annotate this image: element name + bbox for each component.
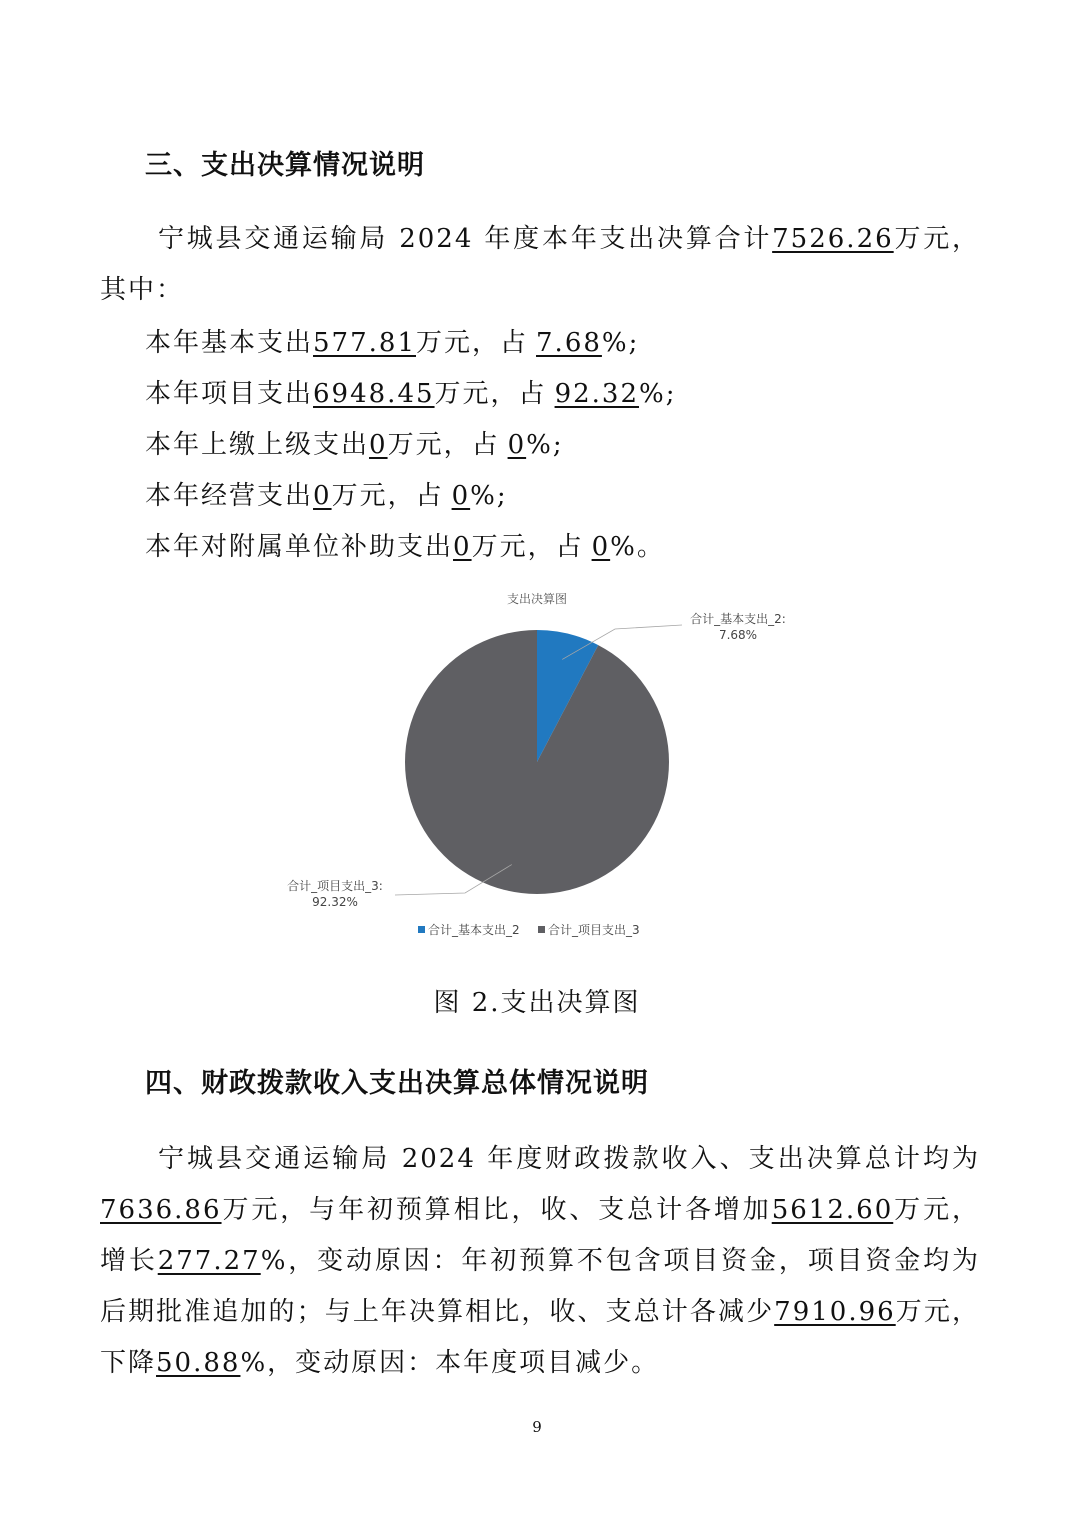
total-expenditure-value: 7526.26 bbox=[772, 224, 894, 254]
section-3-heading: 三、支出决算情况说明 bbox=[145, 150, 425, 181]
decline-value: 50.88 bbox=[156, 1348, 241, 1378]
data-label-2-name: 合计_项目支出_3: bbox=[287, 879, 383, 893]
growth-value: 277.27 bbox=[157, 1246, 261, 1276]
data-label-1-value: 7.68% bbox=[718, 628, 758, 642]
item-basic-expenditure: 本年基本支出577.81万元，占 7.68%; bbox=[145, 328, 640, 358]
pie-slice-2 bbox=[405, 630, 669, 894]
data-label-2-value: 92.32% bbox=[312, 895, 358, 909]
page-number: 9 bbox=[532, 1418, 542, 1436]
legend-entry-2: 合计_项目支出_3 bbox=[548, 923, 640, 937]
legend-marker-1 bbox=[418, 926, 425, 933]
item-project-expenditure: 本年项目支出6948.45万元，占 92.32%; bbox=[145, 379, 677, 409]
section-4-heading: 四、财政拨款收入支出决算总体情况说明 bbox=[145, 1068, 649, 1099]
section-4-paragraph: 宁城县交通运输局 2024 年度财政拨款收入、支出决算总计均为7636.86万元，与年初预算相比，收、支总计各增加5612.60万元，增长277.27%，变动原因：年初预算不包含项目资金，项目资金均为后期批准追加的；与上年决算相比，收、支总计各减少7910.96万元，下降50.88%，变动原因：本年度项目减少。 bbox=[100, 1144, 980, 1378]
figure-caption: 图 2.支出决算图 bbox=[433, 988, 641, 1018]
legend-marker-2 bbox=[538, 926, 545, 933]
data-label-1-name: 合计_基本支出_2: bbox=[690, 612, 786, 626]
decrease-value: 7910.96 bbox=[774, 1297, 896, 1327]
item-operating-expenditure: 本年经营支出0万元，占 0%; bbox=[145, 481, 508, 511]
expenditure-pie-chart bbox=[270, 585, 810, 945]
legend-entry-1: 合计_基本支出_2 bbox=[428, 923, 520, 937]
section-3-intro: 宁城县交通运输局 2024 年度本年支出决算合计7526.26万元，其中： bbox=[100, 224, 980, 305]
chart-title: 支出决算图 bbox=[506, 592, 568, 606]
item-remit-expenditure: 本年上缴上级支出0万元，占 0%; bbox=[145, 430, 564, 460]
fiscal-total-value: 7636.86 bbox=[100, 1195, 222, 1225]
item-subsidy-expenditure: 本年对附属单位补助支出0万元，占 0%。 bbox=[145, 532, 665, 562]
increase-value: 5612.60 bbox=[771, 1195, 894, 1225]
